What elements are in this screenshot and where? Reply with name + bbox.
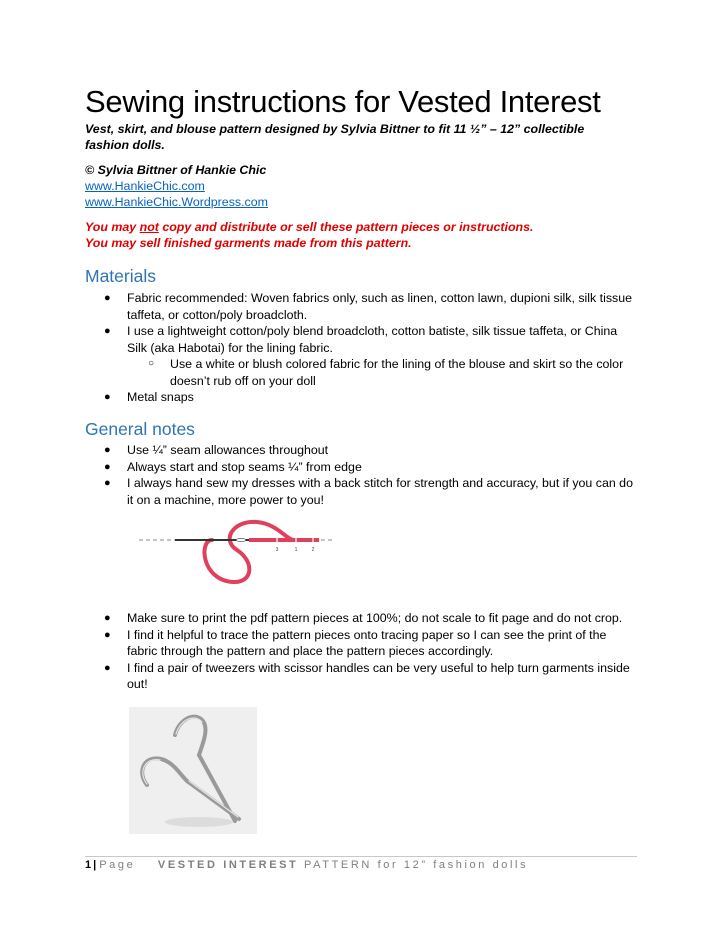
list-item	[85, 459, 640, 476]
stitch-label: 2	[311, 547, 315, 553]
list-item	[85, 660, 640, 693]
general-notes-heading: General notes	[85, 419, 195, 439]
back-stitch-illustration	[137, 516, 337, 584]
photo-background	[129, 707, 257, 834]
list-item-text: Metal snaps	[127, 390, 194, 404]
warning-post: copy and distribute or sell these pattern pieces or instructions.	[158, 220, 534, 234]
bullet-icon: ●	[104, 325, 111, 337]
wordpress-link[interactable]: www.HankieChic.Wordpress.com	[85, 195, 268, 209]
bullet-icon: ●	[104, 661, 111, 674]
stitch-label: 1	[294, 547, 298, 553]
bullet-icon: ●	[104, 292, 111, 304]
footer-divider	[85, 856, 637, 857]
bullet-icon: ●	[104, 444, 111, 456]
list-item-text: Use ¼” seam allowances throughout	[127, 443, 329, 457]
thread-loop	[204, 522, 293, 582]
materials-list	[85, 290, 640, 406]
list-item	[85, 290, 640, 323]
bullet-icon: ●	[104, 628, 111, 641]
hankiechic-link[interactable]: www.HankieChic.com	[85, 179, 205, 193]
list-item	[85, 610, 640, 627]
sub-list-item	[85, 356, 640, 389]
general-notes-list-a	[85, 442, 640, 508]
footer-separator: |	[93, 859, 97, 871]
page-number: 1	[85, 859, 92, 871]
photo-shadow	[165, 817, 233, 827]
bullet-icon: ●	[104, 612, 111, 624]
list-item-text: Fabric recommended: Woven fabrics only, such as linen, cotton lawn, dupioni silk, silk tissue taffeta, or cotton/poly broadcloth.	[127, 291, 633, 322]
bullet-icon: ●	[104, 460, 111, 473]
needle-eye	[236, 538, 246, 541]
warning-emphasis: not	[139, 220, 159, 234]
hollow-bullet-icon: ○	[148, 358, 155, 369]
warning-pre: You may	[85, 220, 140, 234]
list-item-text: I always hand sew my dresses with a back stitch for strength and accuracy, but if you can do it on a machine, more power to you!	[127, 476, 633, 507]
page-footer	[85, 859, 528, 871]
list-item-text: Make sure to print the pdf pattern pieces at 100%; do not scale to fit page and do not crop.	[127, 611, 623, 625]
page-label: Page	[99, 859, 136, 871]
bullet-icon: ●	[104, 391, 111, 403]
general-notes-list-b	[85, 610, 640, 693]
tweezers-photo	[129, 707, 257, 834]
list-item-text: I find a pair of tweezers with scissor handles can be very useful to help turn garments inside out!	[127, 660, 630, 691]
list-item	[85, 389, 640, 406]
list-item	[85, 627, 640, 660]
list-item-text: Always start and stop seams ¼” from edge	[127, 459, 362, 474]
list-item-text: I find it helpful to trace the pattern pieces onto tracing paper so I can see the print of the fabric through the pattern and place the pattern pieces accordingly.	[127, 627, 607, 658]
materials-heading: Materials	[85, 266, 156, 286]
copyright-line: © Sylvia Bittner of Hankie Chic	[85, 163, 267, 177]
list-item	[85, 442, 640, 459]
sub-list-item-text: Use a white or blush colored fabric for the lining of the blouse and skirt so the color doesn’t rub off on your doll	[170, 357, 624, 388]
document-subtitle: Vest, skirt, and blouse pattern designed by Sylvia Bittner to fit 11 ½” – 12” collectible fashion dolls.	[85, 122, 585, 152]
bullet-icon: ●	[104, 477, 111, 489]
document-title: Sewing instructions for Vested Interest	[85, 84, 601, 119]
sell-notice: You may sell finished garments made from this pattern.	[85, 236, 412, 250]
stitch-label: 3	[275, 547, 279, 553]
list-item-text: I use a lightweight cotton/poly blend broadcloth, cotton batiste, silk tissue taffeta, or China Silk (aka Habotai) for the lining fabric.	[127, 324, 618, 355]
footer-title-bold: VESTED INTEREST	[157, 859, 299, 871]
list-item	[85, 475, 640, 508]
copy-warning	[85, 220, 533, 234]
footer-title-rest: PATTERN for 12” fashion dolls	[298, 859, 529, 871]
list-item	[85, 323, 640, 356]
